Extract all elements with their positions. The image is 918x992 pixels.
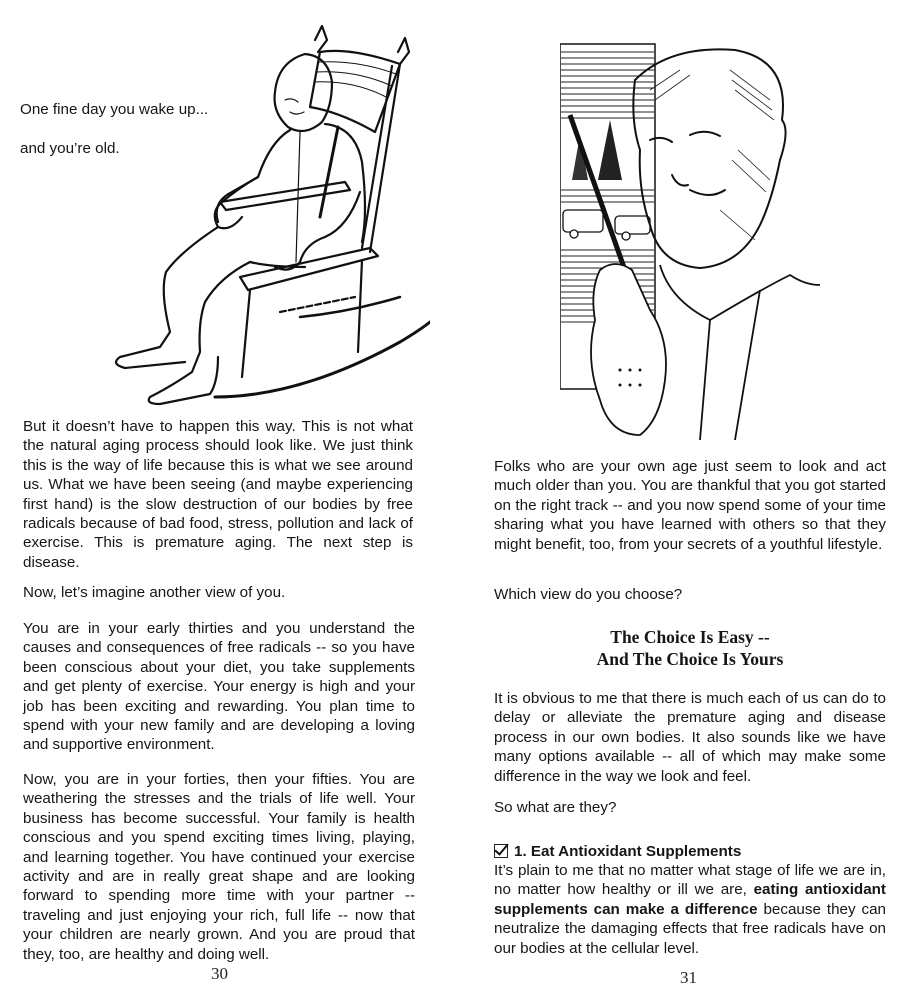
item-text-bold: eating antioxidant supplements can make a difference [494, 881, 886, 918]
old-man-rocking-chair-illustration [100, 12, 430, 412]
item-title [494, 842, 741, 861]
paragraph-folks-own-age: Folks who are your own age just seem to look and act much older than you. You are thankful that you got started on the right track -- and you now spend some of your time sharing what you have learned with others so that they might benefit, too, from your secrets of a youthful lifestyle. [494, 458, 886, 553]
paragraph-forties-fifties: Now, you are in your forties, then your fifties. You are weathering the stresses and the trials of life well. Your business has become successful. Your family is health conscious and you spend exciting times living, playing, and learning together. You have continued your exercise activity and are in really great shape and are looking forward to spending more time with your partner -- traveling and just enjoying your rich, full life -- now that your children are nearly grown. And you are proud that they, too, are healthy and doing well. [23, 771, 415, 963]
heading-line-2: And The Choice Is Yours [596, 649, 784, 669]
section-heading [494, 626, 886, 670]
paragraph-another-view: Now, let’s imagine another view of you. [23, 584, 286, 601]
page-number-right: 31 [680, 968, 697, 987]
paragraph-which-view: Which view do you choose? [494, 586, 683, 603]
golfer-portrait-illustration [560, 40, 890, 440]
item-paragraph [494, 861, 886, 958]
paragraph-what-are-they: So what are they? [494, 799, 617, 816]
paragraph-obvious: It is obvious to me that there is much each of us can do to delay or alleviate the premature aging and disease process in our own bodies. It also sounds like we have many options available -- all of which may make some difference in the way we look and feel. [494, 690, 886, 785]
item-title-text: 1. Eat Antioxidant Supplements [514, 843, 742, 860]
right-page [459, 0, 918, 992]
paragraph-premature-aging: But it doesn’t have to happen this way. This is not what the natural aging process should look like. We just think this is the way of life because this is what we see around us. What we have been seeing (and maybe experiencing first hand) is the slow destruction of our bodies by free radicals because of bad food, stress, pollution and lack of exercise. This is premature aging. The next step is disease. [23, 418, 413, 571]
page-number-left: 30 [211, 964, 228, 983]
paragraph-early-thirties: You are in your early thirties and you understand the causes and consequences of free radicals -- so you have been conscious about your diet, you take supplements and get plenty of exercise. Your energy is high and your job has been exciting and rewarding. You plan time to spend with your new family and are developing a loving and supportive environment. [23, 620, 415, 754]
intro-line-1: One fine day you wake up... [20, 101, 209, 118]
checkbox-checked-icon [494, 844, 508, 858]
heading-line-1: The Choice Is Easy -- [610, 627, 770, 647]
item-text-before: It’s plain to me that no matter what stage of life we are in, no matter how healthy or ill we are, [494, 862, 886, 899]
item-text-after: because they can neutralize the damaging effects that free radicals have on our bodies at the cellular level. [494, 900, 886, 957]
intro-line-2: and you’re old. [20, 140, 120, 157]
